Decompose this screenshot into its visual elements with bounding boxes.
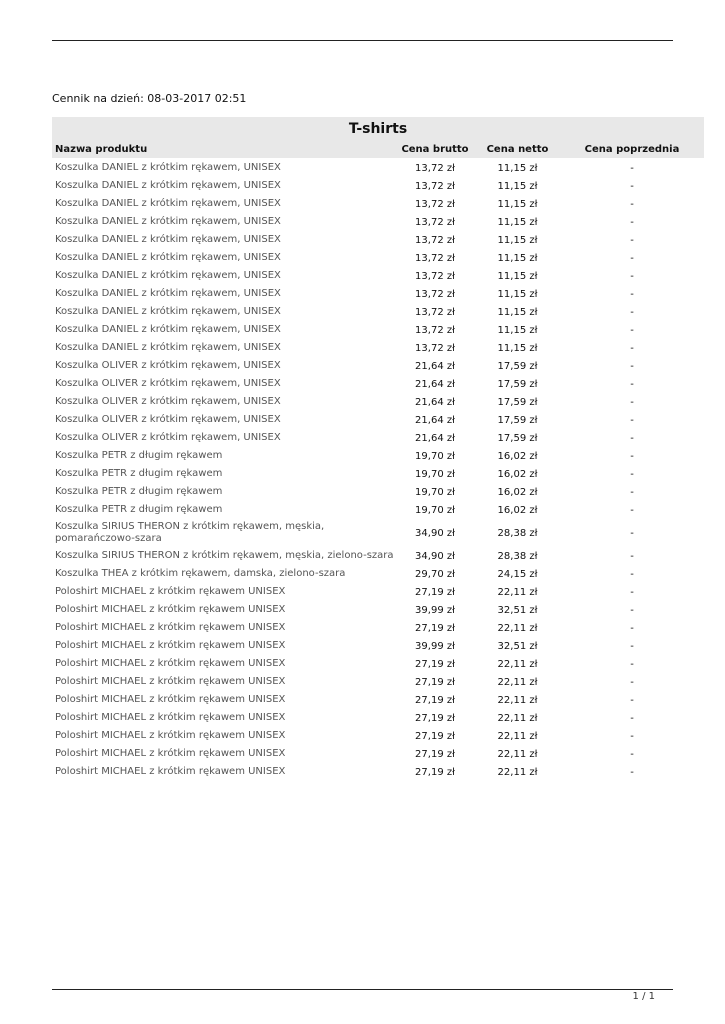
net-price: 22,11 zł	[497, 712, 538, 724]
gross-price: 27,19 zł	[415, 658, 455, 670]
product-name: Koszulka DANIEL z krótkim rękawem, UNISEX	[55, 180, 281, 191]
product-name: Koszulka DANIEL z krótkim rękawem, UNISEX	[55, 288, 281, 299]
net-price: 16,02 zł	[497, 486, 538, 498]
net-price: 22,11 zł	[497, 586, 538, 598]
product-name: Koszulka DANIEL z krótkim rękawem, UNISEX	[55, 306, 281, 317]
previous-price: -	[630, 586, 634, 598]
table-row	[52, 213, 704, 231]
net-price: 11,15 zł	[497, 342, 538, 354]
gross-price: 27,19 zł	[415, 766, 455, 778]
previous-price: -	[630, 198, 634, 210]
table-row	[52, 465, 704, 483]
previous-price: -	[630, 252, 634, 264]
product-name: Koszulka DANIEL z krótkim rękawem, UNISEX	[55, 252, 281, 263]
table-row	[52, 565, 704, 583]
net-price: 22,11 zł	[497, 694, 538, 706]
table-row	[52, 195, 704, 213]
product-name: Koszulka PETR z długim rękawem	[55, 504, 223, 515]
table-row	[52, 547, 704, 565]
table-row	[52, 321, 704, 339]
net-price: 11,15 zł	[497, 324, 538, 336]
table-row	[52, 231, 704, 249]
previous-price: -	[630, 270, 634, 282]
gross-price: 13,72 zł	[415, 162, 455, 174]
product-name: Poloshirt MICHAEL z krótkim rękawem UNISEX	[55, 622, 286, 633]
product-name: Koszulka PETR z długim rękawem	[55, 486, 223, 497]
previous-price: -	[630, 604, 634, 616]
bottom-rule	[52, 989, 673, 990]
gross-price: 13,72 zł	[415, 324, 455, 336]
column-header-net: Cena netto	[486, 144, 549, 155]
previous-price: -	[630, 288, 634, 300]
previous-price: -	[630, 396, 634, 408]
table-row	[52, 447, 704, 465]
product-name: Poloshirt MICHAEL z krótkim rękawem UNISEX	[55, 586, 286, 597]
product-name: Koszulka PETR z długim rękawem	[55, 468, 223, 479]
net-price: 11,15 zł	[497, 306, 538, 318]
product-name: Koszulka DANIEL z krótkim rękawem, UNISEX	[55, 234, 281, 245]
previous-price: -	[630, 640, 634, 652]
gross-price: 13,72 zł	[415, 306, 455, 318]
gross-price: 34,90 zł	[415, 527, 455, 539]
column-header-previous: Cena poprzednia	[584, 144, 680, 155]
net-price: 11,15 zł	[497, 288, 538, 300]
gross-price: 21,64 zł	[415, 432, 455, 444]
table-row	[52, 303, 704, 321]
net-price: 11,15 zł	[497, 216, 538, 228]
column-header-gross: Cena brutto	[401, 144, 469, 155]
table-row	[52, 357, 704, 375]
previous-price: -	[630, 468, 634, 480]
gross-price: 13,72 zł	[415, 342, 455, 354]
product-name: Koszulka DANIEL z krótkim rękawem, UNISEX	[55, 270, 281, 281]
product-name: Poloshirt MICHAEL z krótkim rękawem UNISEX	[55, 604, 286, 615]
previous-price: -	[630, 432, 634, 444]
net-price: 17,59 zł	[497, 360, 538, 372]
product-name: Poloshirt MICHAEL z krótkim rękawem UNISEX	[55, 676, 286, 687]
previous-price: -	[630, 162, 634, 174]
net-price: 17,59 zł	[497, 396, 538, 408]
top-rule	[52, 40, 673, 41]
table-row	[52, 339, 704, 357]
previous-price: -	[630, 730, 634, 742]
product-name: Koszulka OLIVER z krótkim rękawem, UNISEX	[55, 360, 281, 371]
table-row	[52, 177, 704, 195]
product-name: Poloshirt MICHAEL z krótkim rękawem UNISEX	[55, 730, 286, 741]
previous-price: -	[630, 676, 634, 688]
column-header-name: Nazwa produktu	[55, 144, 148, 155]
gross-price: 27,19 zł	[415, 748, 455, 760]
gross-price: 21,64 zł	[415, 378, 455, 390]
net-price: 32,51 zł	[497, 640, 538, 652]
net-price: 22,11 zł	[497, 658, 538, 670]
table-row	[52, 637, 704, 655]
product-name: Koszulka OLIVER z krótkim rękawem, UNISEX	[55, 378, 281, 389]
table-row	[52, 619, 704, 637]
net-price: 22,11 zł	[497, 748, 538, 760]
gross-price: 27,19 zł	[415, 712, 455, 724]
previous-price: -	[630, 694, 634, 706]
previous-price: -	[630, 342, 634, 354]
product-name: Koszulka PETR z długim rękawem	[55, 450, 223, 461]
table-row	[52, 159, 704, 177]
gross-price: 13,72 zł	[415, 216, 455, 228]
net-price: 17,59 zł	[497, 414, 538, 426]
previous-price: -	[630, 306, 634, 318]
previous-price: -	[630, 450, 634, 462]
product-name: Poloshirt MICHAEL z krótkim rękawem UNISEX	[55, 658, 286, 669]
previous-price: -	[630, 234, 634, 246]
gross-price: 27,19 zł	[415, 730, 455, 742]
net-price: 22,11 zł	[497, 766, 538, 778]
table-row	[52, 691, 704, 709]
gross-price: 13,72 zł	[415, 234, 455, 246]
table-row	[52, 429, 704, 447]
net-price: 17,59 zł	[497, 432, 538, 444]
table-row	[52, 267, 704, 285]
product-name: Poloshirt MICHAEL z krótkim rękawem UNISEX	[55, 640, 286, 651]
product-name: Koszulka DANIEL z krótkim rękawem, UNISEX	[55, 162, 281, 173]
previous-price: -	[630, 360, 634, 372]
gross-price: 19,70 zł	[415, 486, 455, 498]
net-price: 22,11 zł	[497, 622, 538, 634]
previous-price: -	[630, 324, 634, 336]
gross-price: 27,19 zł	[415, 676, 455, 688]
net-price: 22,11 zł	[497, 676, 538, 688]
previous-price: -	[630, 486, 634, 498]
previous-price: -	[630, 180, 634, 192]
table-row	[52, 583, 704, 601]
net-price: 17,59 zł	[497, 378, 538, 390]
table-row	[52, 285, 704, 303]
product-name: Koszulka THEA z krótkim rękawem, damska, zielono-szara	[55, 568, 346, 579]
product-name: Koszulka OLIVER z krótkim rękawem, UNISEX	[55, 432, 281, 443]
table-row	[52, 375, 704, 393]
previous-price: -	[630, 568, 634, 580]
table-row	[52, 483, 704, 501]
previous-price: -	[630, 550, 634, 562]
product-name: Poloshirt MICHAEL z krótkim rękawem UNISEX	[55, 694, 286, 705]
previous-price: -	[630, 527, 634, 539]
gross-price: 27,19 zł	[415, 694, 455, 706]
previous-price: -	[630, 766, 634, 778]
table-row	[52, 709, 704, 727]
table-row	[52, 601, 704, 619]
net-price: 32,51 zł	[497, 604, 538, 616]
product-name: Poloshirt MICHAEL z krótkim rękawem UNISEX	[55, 766, 286, 777]
table-row	[52, 501, 704, 519]
net-price: 28,38 zł	[497, 550, 538, 562]
table-row	[52, 745, 704, 763]
net-price: 11,15 zł	[497, 270, 538, 282]
gross-price: 13,72 zł	[415, 198, 455, 210]
gross-price: 19,70 zł	[415, 504, 455, 516]
gross-price: 27,19 zł	[415, 586, 455, 598]
gross-price: 13,72 zł	[415, 270, 455, 282]
net-price: 28,38 zł	[497, 527, 538, 539]
net-price: 11,15 zł	[497, 234, 538, 246]
previous-price: -	[630, 748, 634, 760]
table-row	[52, 393, 704, 411]
price-table	[52, 117, 704, 781]
gross-price: 29,70 zł	[415, 568, 455, 580]
net-price: 11,15 zł	[497, 198, 538, 210]
net-price: 16,02 zł	[497, 504, 538, 516]
product-name: Koszulka DANIEL z krótkim rękawem, UNISEX	[55, 342, 281, 353]
previous-price: -	[630, 378, 634, 390]
gross-price: 27,19 zł	[415, 622, 455, 634]
product-name: Koszulka SIRIUS THERON z krótkim rękawem, męskia, zielono-szara	[55, 550, 394, 561]
page-indicator: 1 / 1	[632, 991, 655, 1002]
gross-price: 21,64 zł	[415, 414, 455, 426]
gross-price: 13,72 zł	[415, 180, 455, 192]
previous-price: -	[630, 504, 634, 516]
previous-price: -	[630, 622, 634, 634]
price-list-date: Cennik na dzień: 08-03-2017 02:51	[52, 92, 247, 105]
product-name: Koszulka DANIEL z krótkim rękawem, UNISEX	[55, 324, 281, 335]
product-name: Koszulka OLIVER z krótkim rękawem, UNISEX	[55, 396, 281, 407]
table-row	[52, 727, 704, 745]
table-row	[52, 763, 704, 781]
previous-price: -	[630, 712, 634, 724]
net-price: 11,15 zł	[497, 162, 538, 174]
net-price: 16,02 zł	[497, 468, 538, 480]
net-price: 16,02 zł	[497, 450, 538, 462]
net-price: 22,11 zł	[497, 730, 538, 742]
gross-price: 19,70 zł	[415, 450, 455, 462]
table-row	[52, 249, 704, 267]
net-price: 11,15 zł	[497, 180, 538, 192]
gross-price: 13,72 zł	[415, 288, 455, 300]
table-row	[52, 673, 704, 691]
net-price: 11,15 zł	[497, 252, 538, 264]
previous-price: -	[630, 216, 634, 228]
table-row	[52, 411, 704, 429]
gross-price: 39,99 zł	[415, 640, 455, 652]
gross-price: 21,64 zł	[415, 396, 455, 408]
table-header	[52, 141, 704, 158]
product-name: Poloshirt MICHAEL z krótkim rękawem UNISEX	[55, 712, 286, 723]
table-body	[52, 159, 704, 781]
product-name: Poloshirt MICHAEL z krótkim rękawem UNISEX	[55, 748, 286, 759]
product-name: Koszulka DANIEL z krótkim rękawem, UNISEX	[55, 198, 281, 209]
gross-price: 39,99 zł	[415, 604, 455, 616]
product-name: Koszulka OLIVER z krótkim rękawem, UNISEX	[55, 414, 281, 425]
net-price: 24,15 zł	[497, 568, 538, 580]
gross-price: 34,90 zł	[415, 550, 455, 562]
table-row	[52, 519, 704, 547]
product-name: Koszulka SIRIUS THERON z krótkim rękawem, męskia, pomarańczowo-szara	[55, 521, 325, 544]
product-name: Koszulka DANIEL z krótkim rękawem, UNISEX	[55, 216, 281, 227]
section-title: T-shirts	[52, 117, 704, 141]
gross-price: 21,64 zł	[415, 360, 455, 372]
table-row	[52, 655, 704, 673]
gross-price: 13,72 zł	[415, 252, 455, 264]
previous-price: -	[630, 414, 634, 426]
gross-price: 19,70 zł	[415, 468, 455, 480]
previous-price: -	[630, 658, 634, 670]
